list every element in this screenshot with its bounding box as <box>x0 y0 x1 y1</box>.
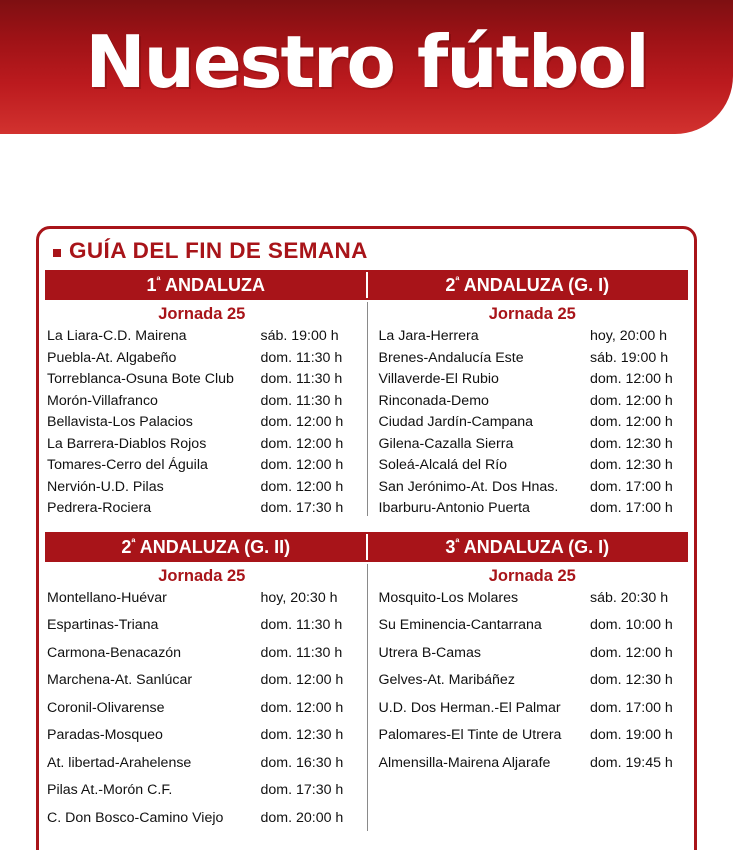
section-title-rest: ANDALUZA (G. I) <box>459 536 610 557</box>
table-row <box>379 436 687 458</box>
section-title-ordinal: ª <box>156 275 161 287</box>
match-time: dom. 11:30 h <box>260 349 343 366</box>
panel-heading-label: GUÍA DEL FIN DE SEMANA <box>69 238 368 263</box>
column-segunda-andaluza-g2 <box>45 562 367 838</box>
table-row <box>47 371 357 393</box>
match-teams: San Jerónimo-At. Dos Hnas. <box>378 478 559 495</box>
match-time: dom. 17:00 h <box>590 699 673 716</box>
section-title-ordinal: ª <box>455 275 460 287</box>
section-title-tercera-andaluza-g1 <box>367 538 689 556</box>
jornada-label: Jornada 25 <box>158 566 246 585</box>
match-time: dom. 17:00 h <box>590 478 673 495</box>
match-teams: At. libertad-Arahelense <box>47 754 192 771</box>
match-table-segunda-andaluza-g2 <box>47 590 357 838</box>
table-row <box>379 479 687 501</box>
match-teams: Carmona-Benacazón <box>47 644 182 661</box>
match-time: hoy, 20:30 h <box>260 589 338 606</box>
table-row <box>379 500 687 522</box>
match-teams: Ciudad Jardín-Campana <box>378 414 534 430</box>
jornada-label: Jornada 25 <box>488 566 576 585</box>
fixtures-columns-top <box>39 300 694 522</box>
match-teams: Pilas At.-Morón C.F. <box>47 782 173 798</box>
masthead-banner <box>0 0 733 134</box>
match-teams: Palomares-El Tinte de Utrera <box>378 727 562 743</box>
section-title-segunda-andaluza-g1 <box>367 276 689 294</box>
table-row <box>47 672 357 700</box>
table-row <box>379 350 687 372</box>
table-row <box>47 414 357 436</box>
table-row <box>47 782 357 810</box>
match-time: dom. 11:30 h <box>260 644 343 661</box>
match-time: dom. 12:00 h <box>590 392 673 409</box>
band-divider <box>366 534 368 560</box>
section-title-band-top <box>45 270 688 300</box>
table-row <box>379 414 687 436</box>
match-teams: Soleá-Alcalá del Río <box>378 457 508 473</box>
table-row <box>47 617 357 645</box>
section-title-primera-andaluza <box>45 276 367 294</box>
panel-heading <box>39 229 694 268</box>
match-teams: Ibarburu-Antonio Puerta <box>378 500 530 516</box>
table-row <box>47 479 357 501</box>
table-row <box>379 590 687 618</box>
match-teams: U.D. Dos Herman.-El Palmar <box>378 699 561 716</box>
match-time: dom. 12:30 h <box>590 672 673 688</box>
table-row <box>47 393 357 415</box>
table-row <box>379 328 687 350</box>
match-time: hoy, 20:00 h <box>590 328 668 344</box>
match-time: dom. 12:00 h <box>260 435 344 452</box>
match-time: dom. 12:00 h <box>260 414 344 430</box>
table-row <box>47 755 357 783</box>
match-teams: La Jara-Herrera <box>378 328 479 344</box>
section-title-ordinal: ª <box>131 536 136 549</box>
match-time: sáb. 19:00 h <box>590 349 669 366</box>
match-teams: Mosquito-Los Molares <box>378 589 519 606</box>
match-time: dom. 17:30 h <box>260 782 344 798</box>
section-title-rest: ANDALUZA (G. II) <box>135 536 291 557</box>
match-time: dom. 12:00 h <box>590 644 673 661</box>
match-time: dom. 12:00 h <box>590 414 673 430</box>
table-row <box>379 617 687 645</box>
match-teams: Rinconada-Demo <box>378 392 489 409</box>
section-title-number: 2 <box>445 275 456 295</box>
table-row <box>47 350 357 372</box>
table-row <box>47 645 357 673</box>
match-time: sáb. 19:00 h <box>260 328 339 344</box>
match-teams: Almensilla-Mairena Aljarafe <box>378 754 551 771</box>
match-time: sáb. 20:30 h <box>590 589 669 606</box>
table-row <box>47 457 357 479</box>
table-row <box>379 645 687 673</box>
match-teams: Paradas-Mosqueo <box>47 727 163 743</box>
table-row <box>47 590 357 618</box>
match-table-segunda-andaluza-g1 <box>379 328 687 522</box>
match-teams: Morón-Villafranco <box>47 392 158 409</box>
section-title-ordinal: ª <box>455 536 460 549</box>
section-title-number: 1 <box>146 275 157 295</box>
fixtures-columns-bottom <box>39 562 694 838</box>
table-row <box>47 436 357 458</box>
match-teams: Nervión-U.D. Pilas <box>47 478 164 495</box>
table-row <box>47 328 357 350</box>
match-teams: Gelves-At. Maribáñez <box>378 672 515 688</box>
table-row <box>47 810 357 838</box>
weekend-guide-panel <box>36 226 697 850</box>
match-teams: Su Eminencia-Cantarrana <box>378 617 542 633</box>
column-primera-andaluza <box>45 300 367 522</box>
section-title-rest: ANDALUZA (G. I) <box>459 275 610 295</box>
jornada-label: Jornada 25 <box>488 305 576 323</box>
match-table-tercera-andaluza-g1 <box>379 590 687 783</box>
column-segunda-andaluza-g1 <box>367 300 689 522</box>
section-title-band-bottom <box>45 532 688 562</box>
match-time: dom. 12:30 h <box>260 727 344 743</box>
table-row <box>379 727 687 755</box>
match-time: dom. 12:00 h <box>260 457 344 473</box>
table-row <box>47 500 357 522</box>
match-time: dom. 12:00 h <box>260 699 344 716</box>
match-time: dom. 19:00 h <box>590 727 673 743</box>
match-teams: Bellavista-Los Palacios <box>47 414 193 430</box>
match-time: dom. 17:00 h <box>590 500 673 516</box>
column-divider <box>367 564 368 832</box>
table-row <box>379 700 687 728</box>
match-teams: La Liara-C.D. Mairena <box>47 328 187 344</box>
table-row <box>379 755 687 783</box>
table-row <box>379 672 687 700</box>
match-teams: Brenes-Andalucía Este <box>378 349 524 366</box>
table-row <box>47 700 357 728</box>
column-tercera-andaluza-g1 <box>367 562 689 838</box>
match-time: dom. 16:30 h <box>260 754 344 771</box>
section-title-number: 2 <box>121 536 132 557</box>
table-row <box>379 371 687 393</box>
match-time: dom. 12:00 h <box>590 371 673 387</box>
match-teams: Puebla-At. Algabeño <box>47 349 177 366</box>
match-teams: Espartinas-Triana <box>47 617 159 633</box>
match-time: dom. 12:00 h <box>260 478 344 495</box>
match-time: dom. 11:30 h <box>260 392 343 409</box>
match-time: dom. 12:30 h <box>590 435 673 452</box>
section-title-rest: ANDALUZA <box>160 275 265 295</box>
jornada-label: Jornada 25 <box>158 305 246 323</box>
table-row <box>379 457 687 479</box>
table-row <box>47 727 357 755</box>
match-teams: Villaverde-El Rubio <box>378 371 499 387</box>
page-title: Nuestro fútbol <box>85 20 648 104</box>
match-teams: Utrera B-Camas <box>378 644 481 661</box>
match-time: dom. 12:00 h <box>260 672 344 688</box>
section-title-segunda-andaluza-g2 <box>45 538 367 556</box>
section-title-number: 3 <box>445 536 456 557</box>
match-time: dom. 17:30 h <box>260 500 344 516</box>
table-row <box>379 393 687 415</box>
match-time: dom. 12:30 h <box>590 457 673 473</box>
match-time: dom. 11:30 h <box>260 371 343 387</box>
match-teams: Coronil-Olivarense <box>47 699 165 716</box>
match-teams: Tomares-Cerro del Águila <box>47 457 208 473</box>
match-teams: C. Don Bosco-Camino Viejo <box>47 809 224 826</box>
match-time: dom. 11:30 h <box>260 617 343 633</box>
bullet-square-icon <box>53 249 61 257</box>
match-time: dom. 10:00 h <box>590 617 673 633</box>
match-teams: Torreblanca-Osuna Bote Club <box>47 371 234 387</box>
match-teams: La Barrera-Diablos Rojos <box>47 435 207 452</box>
match-teams: Pedrera-Rociera <box>47 500 152 516</box>
match-time: dom. 19:45 h <box>590 754 673 771</box>
column-divider <box>367 302 368 516</box>
band-divider <box>366 272 368 298</box>
match-teams: Marchena-At. Sanlúcar <box>47 672 193 688</box>
match-teams: Gilena-Cazalla Sierra <box>378 435 514 452</box>
match-teams: Montellano-Huévar <box>47 589 167 606</box>
match-table-primera-andaluza <box>47 328 357 522</box>
match-time: dom. 20:00 h <box>260 809 344 826</box>
